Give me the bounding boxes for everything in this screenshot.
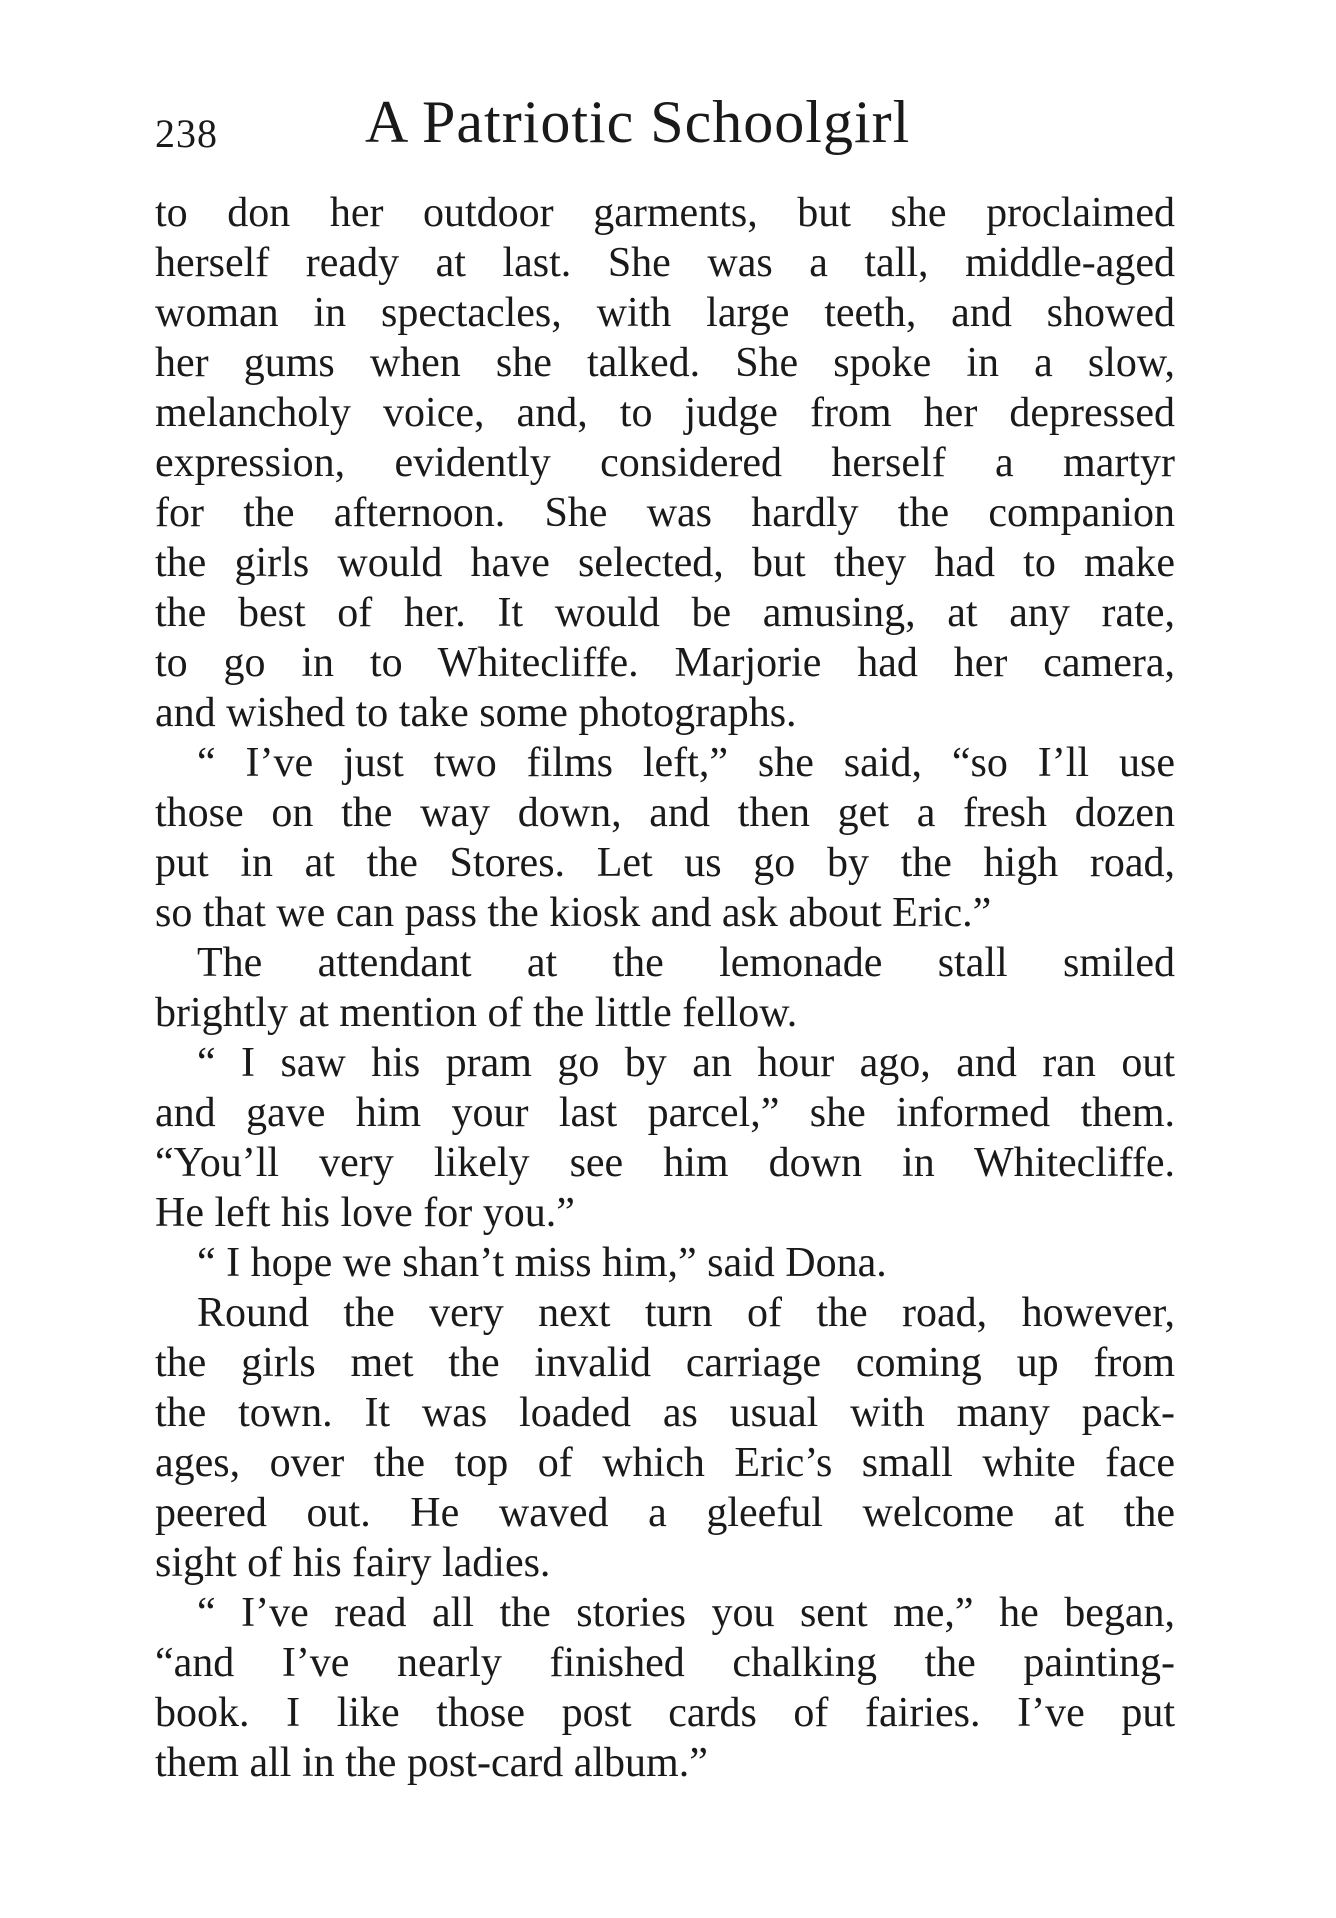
text-line: and gave him your last parcel,” she informed them. bbox=[155, 1090, 1175, 1136]
text-line: “ I’ve just two films left,” she said, “so I’ll use bbox=[197, 740, 1175, 786]
text-line: the girls would have selected, but they had to make bbox=[155, 540, 1175, 586]
text-line: them all in the post-card album.” bbox=[155, 1740, 708, 1786]
page-header bbox=[155, 88, 1185, 168]
text-line: her gums when she talked. She spoke in a slow, bbox=[155, 340, 1175, 386]
text-line: woman in spectacles, with large teeth, and showed bbox=[155, 290, 1175, 336]
text-line: melancholy voice, and, to judge from her depressed bbox=[155, 390, 1175, 436]
text-line: so that we can pass the kiosk and ask about Eric.” bbox=[155, 890, 992, 936]
running-title: A Patriotic Schoolgirl bbox=[365, 89, 911, 155]
text-line: Round the very next turn of the road, however, bbox=[197, 1290, 1175, 1336]
text-line: “You’ll very likely see him down in Whitecliffe. bbox=[155, 1140, 1175, 1186]
text-line: He left his love for you.” bbox=[155, 1190, 575, 1236]
text-line: put in at the Stores. Let us go by the high road, bbox=[155, 840, 1175, 886]
text-line: “ I’ve read all the stories you sent me,” he began, bbox=[197, 1590, 1175, 1636]
text-line: sight of his fairy ladies. bbox=[155, 1540, 551, 1586]
text-line: The attendant at the lemonade stall smiled bbox=[197, 940, 1175, 986]
text-line: ages, over the top of which Eric’s small white face bbox=[155, 1440, 1175, 1486]
text-line: for the afternoon. She was hardly the companion bbox=[155, 490, 1175, 536]
text-line: “ I hope we shan’t miss him,” said Dona. bbox=[197, 1240, 887, 1286]
text-line: the best of her. It would be amusing, at any rate, bbox=[155, 590, 1175, 636]
text-line: the girls met the invalid carriage coming up from bbox=[155, 1340, 1175, 1386]
page-number: 238 bbox=[155, 111, 218, 156]
text-line: those on the way down, and then get a fresh dozen bbox=[155, 790, 1175, 836]
text-line: expression, evidently considered herself a martyr bbox=[155, 440, 1175, 486]
body-text bbox=[155, 188, 1175, 1788]
text-line: book. I like those post cards of fairies. I’ve put bbox=[155, 1690, 1175, 1736]
text-line: “and I’ve nearly finished chalking the painting- bbox=[155, 1640, 1175, 1686]
text-line: the town. It was loaded as usual with many pack- bbox=[155, 1390, 1175, 1436]
text-line: brightly at mention of the little fellow. bbox=[155, 990, 798, 1036]
text-line: herself ready at last. She was a tall, middle-aged bbox=[155, 240, 1175, 286]
text-line: and wished to take some photographs. bbox=[155, 690, 797, 736]
text-line: to don her outdoor garments, but she proclaimed bbox=[155, 190, 1175, 236]
text-line: to go in to Whitecliffe. Marjorie had her camera, bbox=[155, 640, 1175, 686]
text-line: “ I saw his pram go by an hour ago, and ran out bbox=[197, 1040, 1175, 1086]
text-line: peered out. He waved a gleeful welcome at the bbox=[155, 1490, 1175, 1536]
